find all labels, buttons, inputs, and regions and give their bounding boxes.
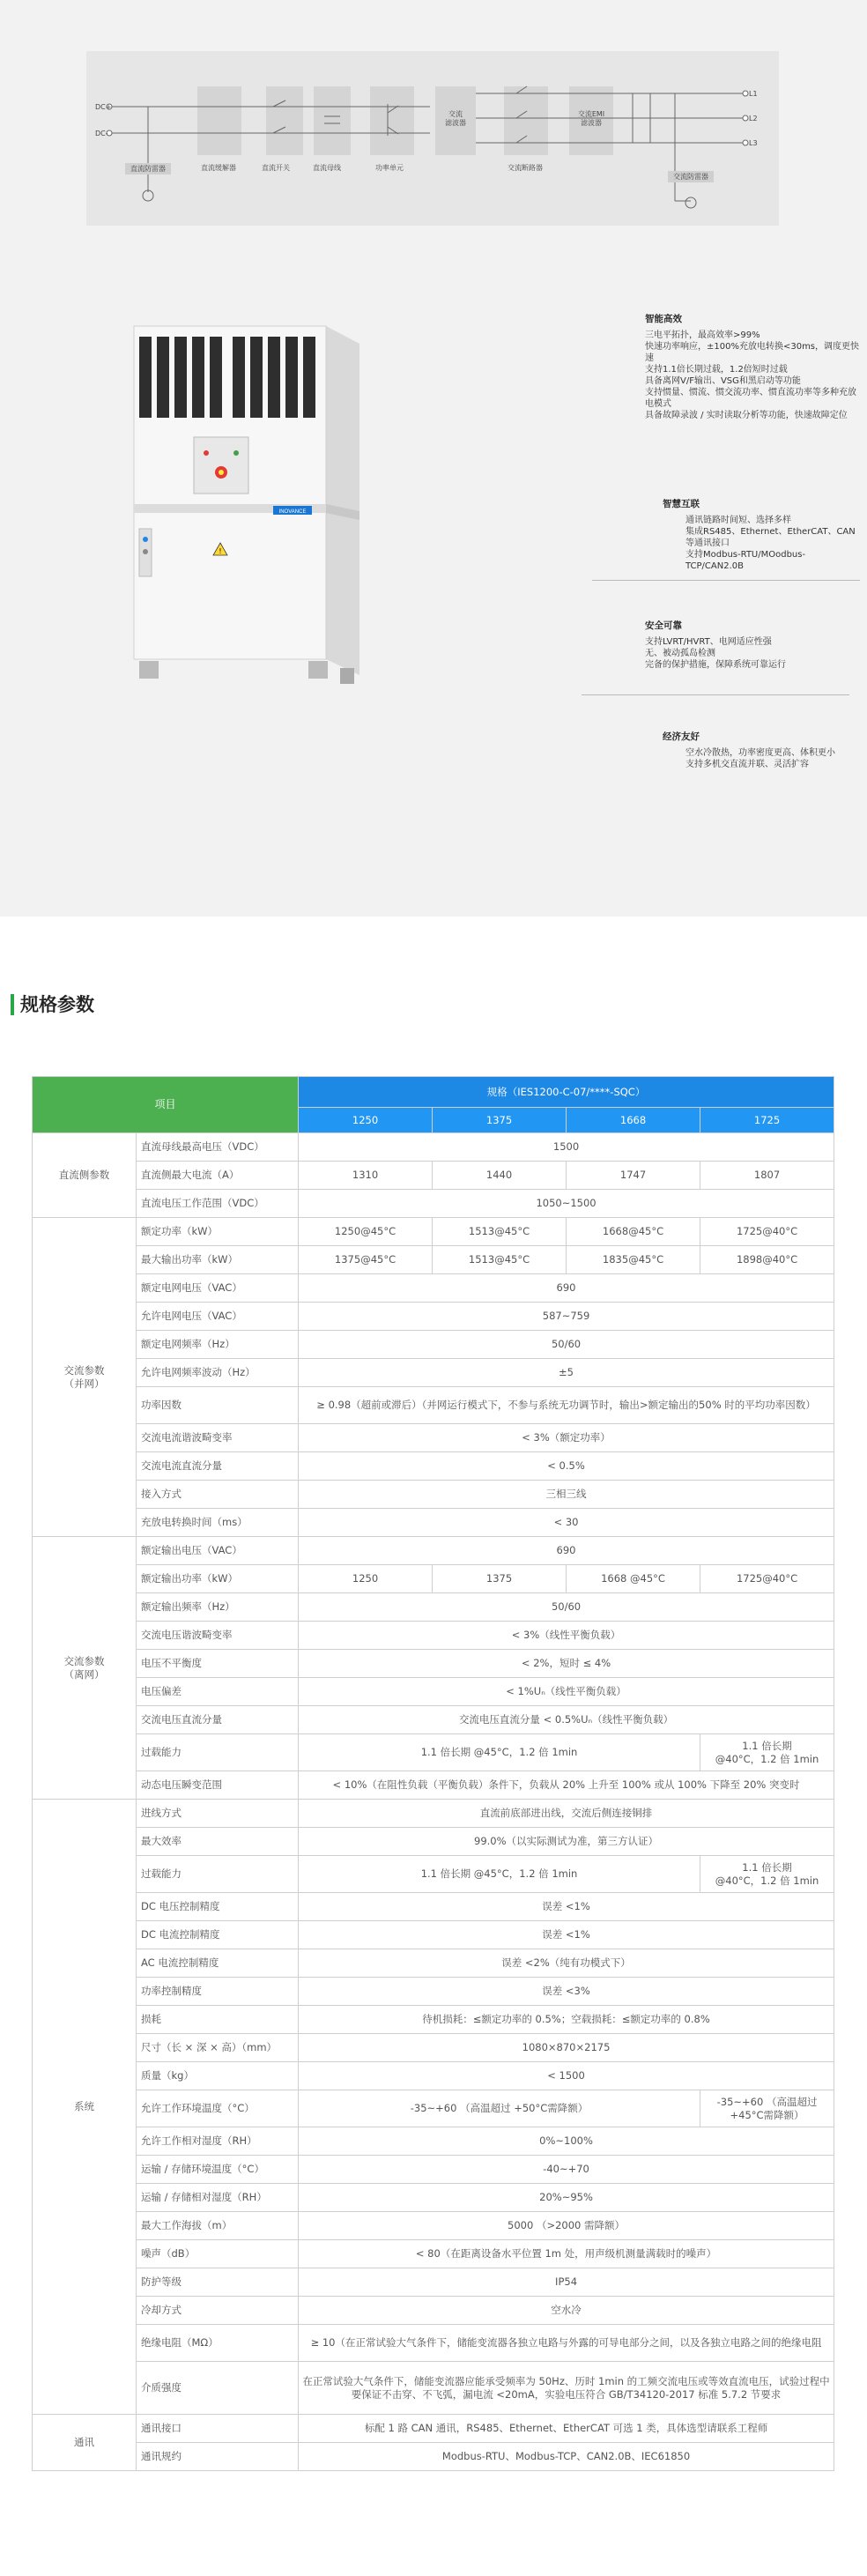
table-row xyxy=(33,1387,834,1424)
row-value: 1310 xyxy=(299,1162,433,1190)
table-row xyxy=(33,1921,834,1949)
table-row xyxy=(33,1303,834,1331)
block-label-ac-filter: 交流 滤波器 xyxy=(445,110,466,127)
table-row xyxy=(33,1133,834,1162)
row-label: 额定功率（kW） xyxy=(137,1218,299,1246)
row-value: 误差 <3% xyxy=(299,1978,834,2006)
row-label: 电压不平衡度 xyxy=(137,1650,299,1678)
table-row xyxy=(33,1190,834,1218)
row-label: 功率因数 xyxy=(137,1387,299,1424)
l3-terminal: L3 xyxy=(749,139,758,147)
row-value: 20%~95% xyxy=(299,2184,834,2212)
row-label: 额定输出功率（kW） xyxy=(137,1565,299,1593)
header-model: 1375 xyxy=(433,1108,567,1133)
row-value: 1.1 倍长期 @40°C，1.2 倍 1min xyxy=(700,1734,834,1771)
row-label: 额定电网频率（Hz） xyxy=(137,1331,299,1359)
row-label: 接入方式 xyxy=(137,1481,299,1509)
row-value: IP54 xyxy=(299,2268,834,2297)
row-value: 587~759 xyxy=(299,1303,834,1331)
table-row xyxy=(33,1565,834,1593)
feature-title: 智能高效 xyxy=(645,314,682,324)
row-label: 直流母线最高电压（VDC） xyxy=(137,1133,299,1162)
group-label: 交流参数 （离网） xyxy=(33,1537,137,1800)
feature-efficient xyxy=(645,314,867,421)
table-row xyxy=(33,2443,834,2471)
row-label: 电压偏差 xyxy=(137,1678,299,1706)
row-value: 1668@45°C xyxy=(567,1218,700,1246)
row-value: < 3%（线性平衡负载） xyxy=(299,1622,834,1650)
row-value: < 1500 xyxy=(299,2062,834,2090)
row-value: 1.1 倍长期 @40°C，1.2 倍 1min xyxy=(700,1856,834,1893)
block-label-dc-bus: 直流母线 xyxy=(313,164,341,172)
block-label-dc-buffer: 直流缓解器 xyxy=(201,164,236,172)
row-label: 绝缘电阻（MΩ） xyxy=(137,2325,299,2362)
row-value: ±5 xyxy=(299,1359,834,1387)
topology-svg xyxy=(86,51,779,226)
row-value: 交流电压直流分量 < 0.5%Uₙ（线性平衡负载） xyxy=(299,1706,834,1734)
table-row xyxy=(33,2127,834,2156)
row-value: < 3%（额定功率） xyxy=(299,1424,834,1452)
group-label: 通讯 xyxy=(33,2415,137,2471)
table-row xyxy=(33,2415,834,2443)
row-label: DC 电流控制精度 xyxy=(137,1921,299,1949)
row-label: 直流电压工作范围（VDC） xyxy=(137,1190,299,1218)
block-label-dc-spd: 直流防雷器 xyxy=(125,163,171,174)
row-label: 质量（kg） xyxy=(137,2062,299,2090)
topology-diagram xyxy=(86,51,779,226)
feature-text: 空水冷散热，功率密度更高、体积更小 支持多机交直流并联、灵活扩容 xyxy=(685,748,835,769)
row-value: 1725@40°C xyxy=(700,1218,834,1246)
row-label: 允许电网频率波动（Hz） xyxy=(137,1359,299,1387)
row-label: 运输 / 存储相对湿度（RH） xyxy=(137,2184,299,2212)
table-row xyxy=(33,2062,834,2090)
table-row xyxy=(33,1771,834,1800)
table-row xyxy=(33,2034,834,2062)
l1-terminal: L1 xyxy=(749,90,758,98)
row-label: 交流电压直流分量 xyxy=(137,1706,299,1734)
row-label: 允许工作环境温度（°C） xyxy=(137,2090,299,2127)
row-value: 1250@45°C xyxy=(299,1218,433,1246)
header-model: 1725 xyxy=(700,1108,834,1133)
table-row xyxy=(33,1706,834,1734)
feature-title: 智慧互联 xyxy=(663,499,700,509)
table-row xyxy=(33,1481,834,1509)
table-row xyxy=(33,1734,834,1771)
row-value: 690 xyxy=(299,1274,834,1303)
row-value: -35~+60 （高温超过 +45°C需降额） xyxy=(700,2090,834,2127)
row-value: 50/60 xyxy=(299,1331,834,1359)
cabinet-svg xyxy=(132,324,370,694)
block-label-dc-switch: 直流开关 xyxy=(262,164,290,172)
table-row xyxy=(33,1828,834,1856)
row-value: -35~+60 （高温超过 +50°C需降额） xyxy=(299,2090,700,2127)
table-row xyxy=(33,1424,834,1452)
table-row xyxy=(33,1274,834,1303)
row-value: 1500 xyxy=(299,1133,834,1162)
table-row xyxy=(33,1162,834,1190)
row-value: 标配 1 路 CAN 通讯，RS485、Ethernet、EtherCAT 可选 1 类，具体选型请联系工程师 xyxy=(299,2415,834,2443)
row-label: 运输 / 存储环境温度（°C） xyxy=(137,2156,299,2184)
cabinet-illustration xyxy=(132,324,370,694)
row-label: 进线方式 xyxy=(137,1800,299,1828)
row-label: 通讯规约 xyxy=(137,2443,299,2471)
table-row xyxy=(33,2156,834,2184)
cabinet-brand-label: INOVANCE xyxy=(278,509,307,515)
row-value: 误差 <1% xyxy=(299,1921,834,1949)
block-label-ac-emi: 交流EMI 滤波器 xyxy=(577,110,605,127)
row-label: 冷却方式 xyxy=(137,2297,299,2325)
dc-minus-terminal: DC- xyxy=(95,130,108,137)
row-value: -40~+70 xyxy=(299,2156,834,2184)
feature-divider xyxy=(582,694,849,695)
row-label: 最大输出功率（kW） xyxy=(137,1246,299,1274)
row-label: 直流侧最大电流（A） xyxy=(137,1162,299,1190)
table-row xyxy=(33,1331,834,1359)
row-value: 1898@40°C xyxy=(700,1246,834,1274)
table-row xyxy=(33,1246,834,1274)
row-value: 690 xyxy=(299,1537,834,1565)
row-value: 1835@45°C xyxy=(567,1246,700,1274)
row-label: 功率控制精度 xyxy=(137,1978,299,2006)
row-value: 1513@45°C xyxy=(433,1246,567,1274)
row-label: 额定输出频率（Hz） xyxy=(137,1593,299,1622)
row-label: 交流电压谐波畸变率 xyxy=(137,1622,299,1650)
feature-text: 通讯链路时间短、选择多样 集成RS485、Ethernet、EtherCAT、CAN等通讯接口 支持Modbus-RTU/MOodbus-TCP/CAN2.0B xyxy=(685,516,856,571)
table-row xyxy=(33,1622,834,1650)
row-label: 过载能力 xyxy=(137,1856,299,1893)
row-label: 允许工作相对湿度（RH） xyxy=(137,2127,299,2156)
row-value: < 1%Uₙ（线性平衡负载） xyxy=(299,1678,834,1706)
table-row xyxy=(33,1800,834,1828)
feature-connected xyxy=(663,499,862,572)
block-label-power-unit: 功率单元 xyxy=(375,164,404,172)
table-row xyxy=(33,2184,834,2212)
table-row xyxy=(33,1218,834,1246)
row-label: 噪声（dB） xyxy=(137,2240,299,2268)
row-label: 额定输出电压（VAC） xyxy=(137,1537,299,1565)
table-row xyxy=(33,2240,834,2268)
table-row xyxy=(33,2362,834,2415)
table-row xyxy=(33,1856,834,1893)
table-row xyxy=(33,2325,834,2362)
row-value: 1050~1500 xyxy=(299,1190,834,1218)
svg-text:!: ! xyxy=(219,547,222,555)
table-row xyxy=(33,2268,834,2297)
row-value: 1513@45°C xyxy=(433,1218,567,1246)
row-value: 0%~100% xyxy=(299,2127,834,2156)
header-item: 项目 xyxy=(33,1077,299,1133)
row-label: 最大工作海拔（m） xyxy=(137,2212,299,2240)
group-label: 直流侧参数 xyxy=(33,1133,137,1218)
feature-text: 三电平拓扑，最高效率>99% 快速功率响应，±100%充放电转换<30ms，调度更快速 支持1.1倍长期过载，1.2倍短时过载 具备离网V/F输出、VSG和黑启动等功能 支持惯量、惯流、惯交流功率、惯直流功率等多种充放电模式 具备故障录波 / 实时读取分析等功能，快速故障定位 xyxy=(645,330,860,420)
row-value: ≥ 10（在正常试验大气条件下，储能变流器各独立电路与外露的可导电部分之间，以及各独立电路之间的绝缘电阻 xyxy=(299,2325,834,2362)
row-value: 1250 xyxy=(299,1565,433,1593)
row-value: 1440 xyxy=(433,1162,567,1190)
table-row xyxy=(33,1537,834,1565)
row-label: 防护等级 xyxy=(137,2268,299,2297)
feature-safe xyxy=(645,620,856,671)
header-spec: 规格（IES1200-C-07/****-SQC） xyxy=(299,1077,834,1108)
row-label: 介质强度 xyxy=(137,2362,299,2415)
row-label: 允许电网电压（VAC） xyxy=(137,1303,299,1331)
row-value: < 10%（在阻性负载（平衡负载）条件下，负载从 20% 上升至 100% 或从 100% 下降至 20% 突变时 xyxy=(299,1771,834,1800)
row-value: 1725@40°C xyxy=(700,1565,834,1593)
row-value: 1807 xyxy=(700,1162,834,1190)
dc-plus-terminal: DC+ xyxy=(95,103,112,111)
table-row xyxy=(33,1593,834,1622)
row-value: 5000 （>2000 需降额） xyxy=(299,2212,834,2240)
feature-title: 安全可靠 xyxy=(645,620,682,631)
row-value: < 80（在距离设备水平位置 1m 处，用声级机测量满载时的噪声） xyxy=(299,2240,834,2268)
section-title: 规格参数 xyxy=(11,994,94,1015)
feature-title: 经济友好 xyxy=(663,731,700,742)
row-value: ≥ 0.98（超前或滞后）（并网运行模式下，不参与系统无功调节时，输出>额定输出的50% 时的平均功率因数） xyxy=(299,1387,834,1424)
row-value: 空水冷 xyxy=(299,2297,834,2325)
row-value: 1.1 倍长期 @45°C，1.2 倍 1min xyxy=(299,1856,700,1893)
row-value: 1747 xyxy=(567,1162,700,1190)
row-label: 充放电转换时间（ms） xyxy=(137,1509,299,1537)
row-value: 在正常试验大气条件下，储能变流器应能承受频率为 50Hz、历时 1min 的工频交流电压或等效直流电压，试验过程中要保证不击穿、不飞弧，漏电流 <20mA，实验电压符合 GB/T34120-2017 标准 5.7.2 节要求 xyxy=(299,2362,834,2415)
table-row xyxy=(33,1893,834,1921)
row-value: < 0.5% xyxy=(299,1452,834,1481)
block-label-ac-breaker: 交流断路器 xyxy=(508,164,543,172)
row-value: < 30 xyxy=(299,1509,834,1537)
header-model: 1250 xyxy=(299,1108,433,1133)
table-row xyxy=(33,2090,834,2127)
group-label: 系统 xyxy=(33,1800,137,2415)
row-label: 过载能力 xyxy=(137,1734,299,1771)
feature-text: 支持LVRT/HVRT、电网适应性强 无、被动孤岛检测 完备的保护措施，保障系统可靠运行 xyxy=(645,637,786,670)
row-value: 99.0%（以实际测试为准，第三方认证） xyxy=(299,1828,834,1856)
row-label: DC 电压控制精度 xyxy=(137,1893,299,1921)
l2-terminal: L2 xyxy=(749,115,758,122)
row-value: 1668 @45°C xyxy=(567,1565,700,1593)
table-row xyxy=(33,1359,834,1387)
row-label: 通讯接口 xyxy=(137,2415,299,2443)
row-value: 1375 xyxy=(433,1565,567,1593)
row-label: 损耗 xyxy=(137,2006,299,2034)
table-row xyxy=(33,1650,834,1678)
row-label: AC 电流控制精度 xyxy=(137,1949,299,1978)
row-label: 动态电压瞬变范围 xyxy=(137,1771,299,1800)
row-value: Modbus-RTU、Modbus-TCP、CAN2.0B、IEC61850 xyxy=(299,2443,834,2471)
row-value: 误差 <1% xyxy=(299,1893,834,1921)
row-value: < 2%，短时 ≤ 4% xyxy=(299,1650,834,1678)
row-value: 50/60 xyxy=(299,1593,834,1622)
table-row xyxy=(33,1949,834,1978)
row-value: 1375@45°C xyxy=(299,1246,433,1274)
spec-table xyxy=(32,1076,834,2471)
table-row xyxy=(33,1678,834,1706)
row-value: 三相三线 xyxy=(299,1481,834,1509)
row-value: 待机损耗：≤额定功率的 0.5%；空载损耗：≤额定功率的 0.8% xyxy=(299,2006,834,2034)
row-label: 最大效率 xyxy=(137,1828,299,1856)
block-label-ac-spd: 交流防雷器 xyxy=(668,171,714,182)
group-label: 交流参数 （并网） xyxy=(33,1218,137,1537)
row-label: 额定电网电压（VAC） xyxy=(137,1274,299,1303)
feature-economic xyxy=(663,731,862,770)
table-row xyxy=(33,1509,834,1537)
product-overview xyxy=(0,0,867,917)
row-value: 1.1 倍长期 @45°C，1.2 倍 1min xyxy=(299,1734,700,1771)
row-label: 尺寸（长 × 深 × 高）（mm） xyxy=(137,2034,299,2062)
row-value: 直流前底部进出线，交流后侧连接铜排 xyxy=(299,1800,834,1828)
header-model: 1668 xyxy=(567,1108,700,1133)
table-row xyxy=(33,1978,834,2006)
table-row xyxy=(33,2297,834,2325)
row-value: 误差 <2%（纯有功模式下） xyxy=(299,1949,834,1978)
table-row xyxy=(33,1452,834,1481)
table-row xyxy=(33,2006,834,2034)
feature-divider xyxy=(592,580,860,581)
table-row xyxy=(33,2212,834,2240)
row-value: 1080×870×2175 xyxy=(299,2034,834,2062)
row-label: 交流电流直流分量 xyxy=(137,1452,299,1481)
row-label: 交流电流谐波畸变率 xyxy=(137,1424,299,1452)
